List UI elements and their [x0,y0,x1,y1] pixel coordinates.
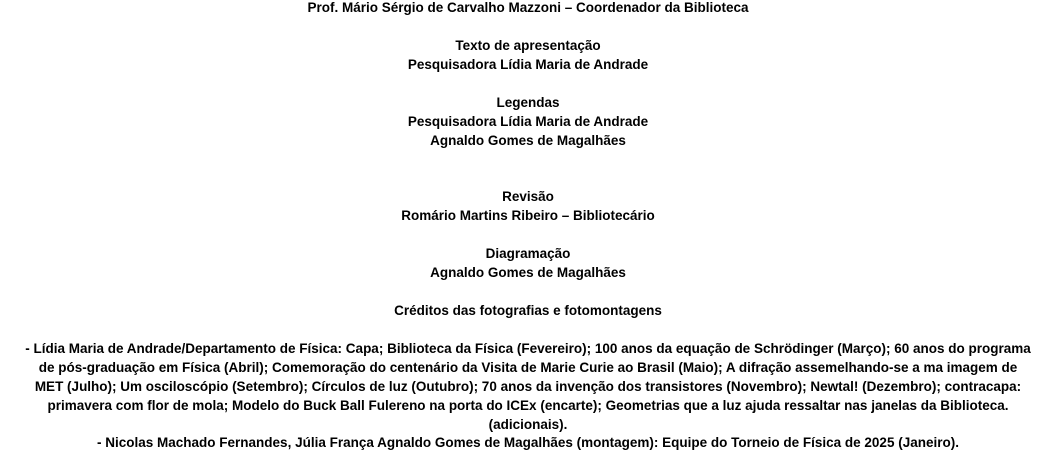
layout-name: Agnaldo Gomes de Magalhães [430,265,626,280]
layout-heading: Diagramação [485,246,571,261]
photo-credits-heading: Créditos das fotografias e fotomontagens [394,303,662,318]
captions-heading: Legendas [496,95,560,110]
captions-name-1: Pesquisadora Lídia Maria de Andrade [407,114,649,129]
photo-credits-paragraph-1: - Lídia Maria de Andrade/Departamento de Física: Capa; Biblioteca da Física (Fevereiro); 100 anos da equação de Schrödinger (Março); 60 anos do programa de pós-graduação em Física (Abril); Comemoração do centenário da Visita de Marie Curie ao Brasil (Maio); A difração assemelhando-se a ma imagem de MET (Julho); Um osciloscópio (Setembro); Círculos de luz (Outubro); 70 anos da invenção dos transistores (Novembro); Newtal! (Dezembro); contracapa: primavera com flor de mola; Modelo do Buck Ball Fulereno na porta do ICEx (encarte); Geometrias que a luz ajuda ressaltar nas janelas da Biblioteca. (adicionais). [25,341,1031,432]
captions-name-2: Agnaldo Gomes de Magalhães [430,133,626,148]
coordinator-line: Prof. Mário Sérgio de Carvalho Mazzoni – Coordenador da Biblioteca [307,0,749,15]
presentation-name: Pesquisadora Lídia Maria de Andrade [407,57,649,72]
review-name: Romário Martins Ribeiro – Bibliotecário [401,208,655,223]
review-heading: Revisão [502,189,554,204]
presentation-heading: Texto de apresentação [455,38,601,53]
photo-credits-paragraph-2: - Nicolas Machado Fernandes, Júlia França Agnaldo Gomes de Magalhães (montagem): Equipe do Torneio de Física de 2025 (Janeiro). [97,435,959,450]
